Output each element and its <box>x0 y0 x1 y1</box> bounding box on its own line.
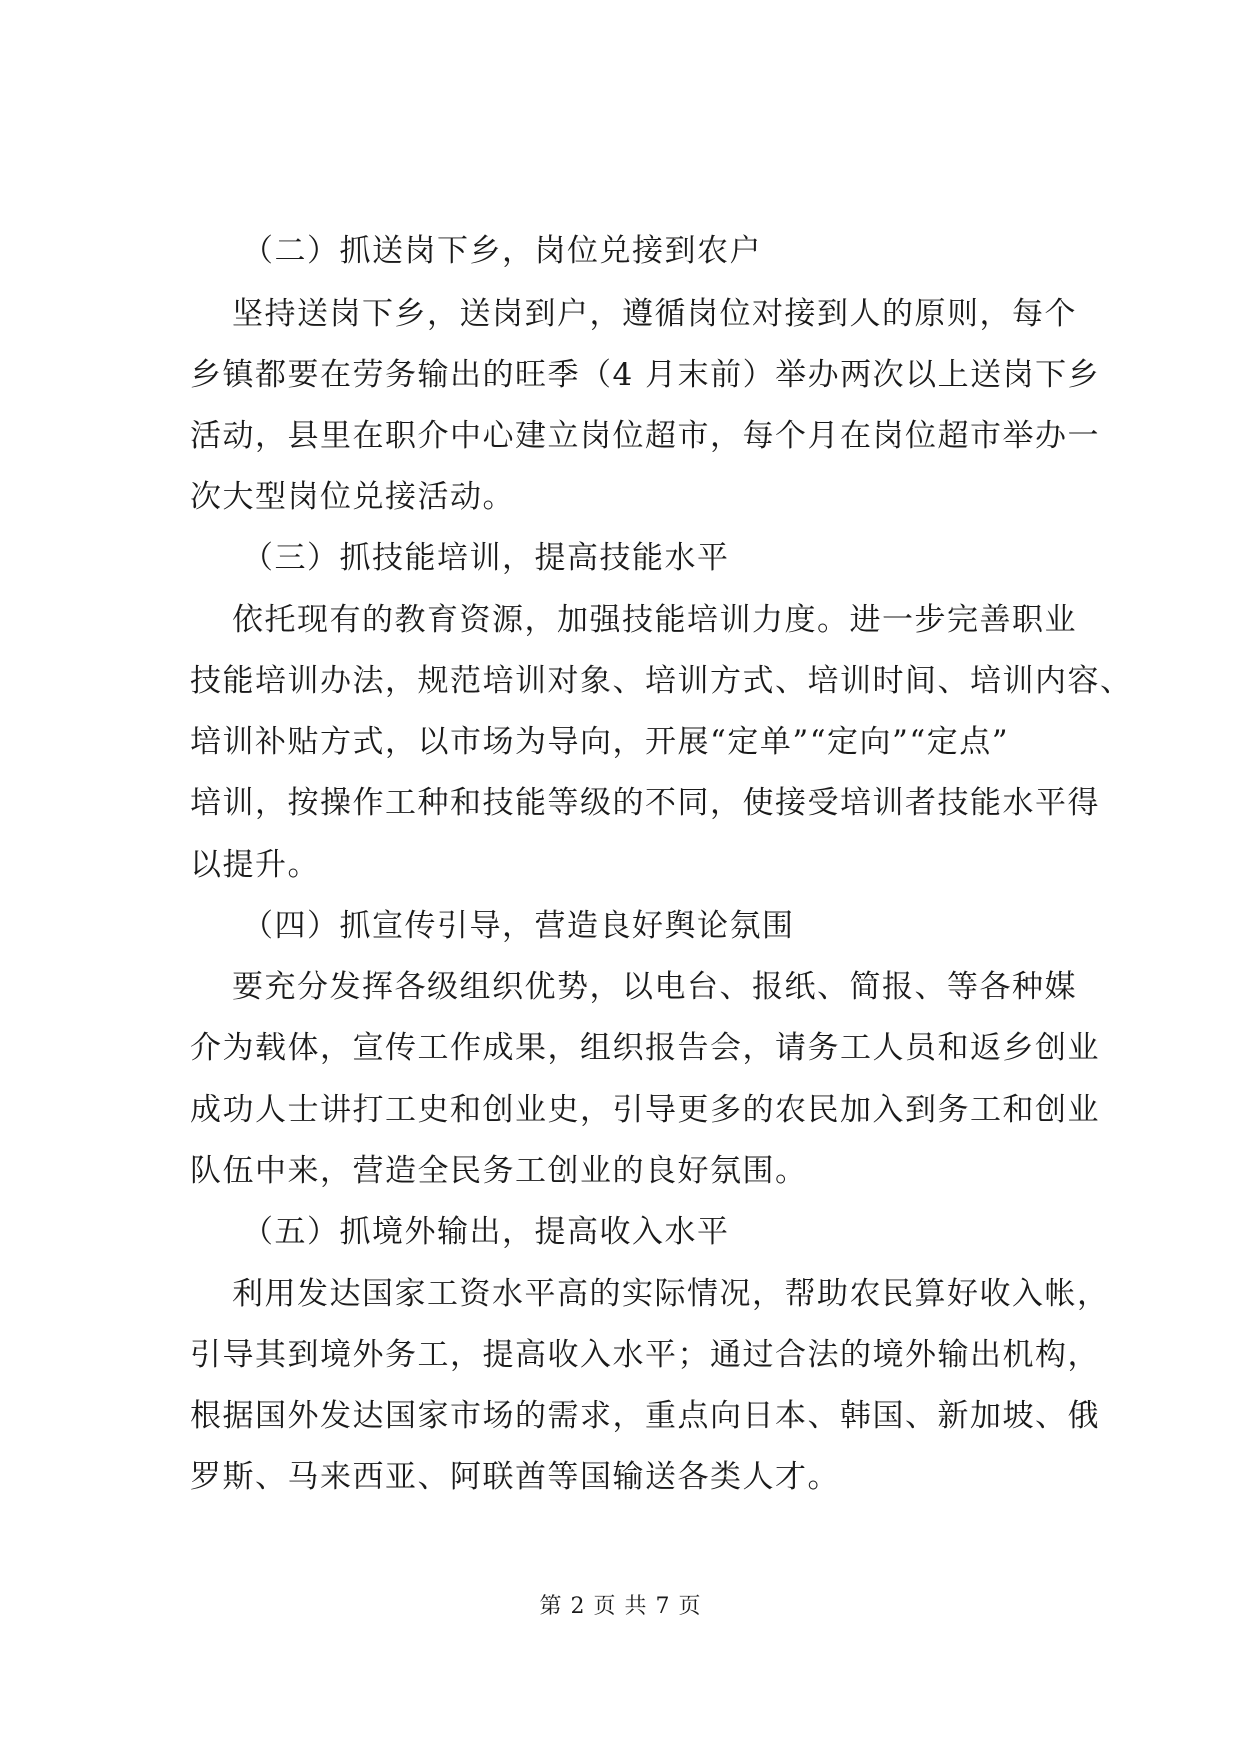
paragraph-line: 根据国外发达国家市场的需求，重点向日本、韩国、新加坡、俄 <box>190 1398 1100 1434</box>
section-heading-4: （四）抓宣传引导，营造良好舆论氛围 <box>242 908 795 944</box>
paragraph-line: 活动，县里在职介中心建立岗位超市，每个月在岗位超市举办一 <box>190 418 1100 454</box>
section-heading-5: （五）抓境外输出，提高收入水平 <box>242 1214 730 1250</box>
paragraph-line: 介为载体，宣传工作成果，组织报告会，请务工人员和返乡创业 <box>190 1030 1100 1066</box>
paragraph-line: 利用发达国家工资水平高的实际情况，帮助农民算好收入帐， <box>232 1276 1110 1312</box>
page-number-footer: 第 2 页 共 7 页 <box>539 1594 702 1619</box>
section-heading-2: （二）抓送岗下乡，岗位兑接到农户 <box>242 233 762 269</box>
paragraph-line: 依托现有的教育资源，加强技能培训力度。进一步完善职业 <box>232 602 1077 638</box>
paragraph-line: 引导其到境外务工，提高收入水平；通过合法的境外输出机构， <box>190 1337 1100 1373</box>
paragraph-line: 乡镇都要在劳务输出的旺季（4 月末前）举办两次以上送岗下乡 <box>190 357 1101 393</box>
paragraph-line: 队伍中来，营造全民务工创业的良好氛围。 <box>190 1153 808 1189</box>
paragraph-line: 培训，按操作工种和技能等级的不同，使接受培训者技能水平得 <box>190 785 1100 821</box>
paragraph-line: 培训补贴方式，以市场为导向，开展“定单”“定向”“定点” <box>190 724 1010 760</box>
paragraph-line: 成功人士讲打工史和创业史，引导更多的农民加入到务工和创业 <box>190 1092 1100 1128</box>
paragraph-line: 次大型岗位兑接活动。 <box>190 479 515 515</box>
paragraph-line: 坚持送岗下乡，送岗到户，遵循岗位对接到人的原则，每个 <box>232 296 1077 332</box>
section-heading-3: （三）抓技能培训，提高技能水平 <box>242 540 730 576</box>
paragraph-line: 以提升。 <box>190 847 320 883</box>
paragraph-line: 罗斯、马来西亚、阿联酋等国输送各类人才。 <box>190 1459 840 1495</box>
paragraph-line: 技能培训办法，规范培训对象、培训方式、培训时间、培训内容、 <box>190 663 1133 699</box>
paragraph-line: 要充分发挥各级组织优势，以电台、报纸、简报、等各种媒 <box>232 969 1077 1005</box>
